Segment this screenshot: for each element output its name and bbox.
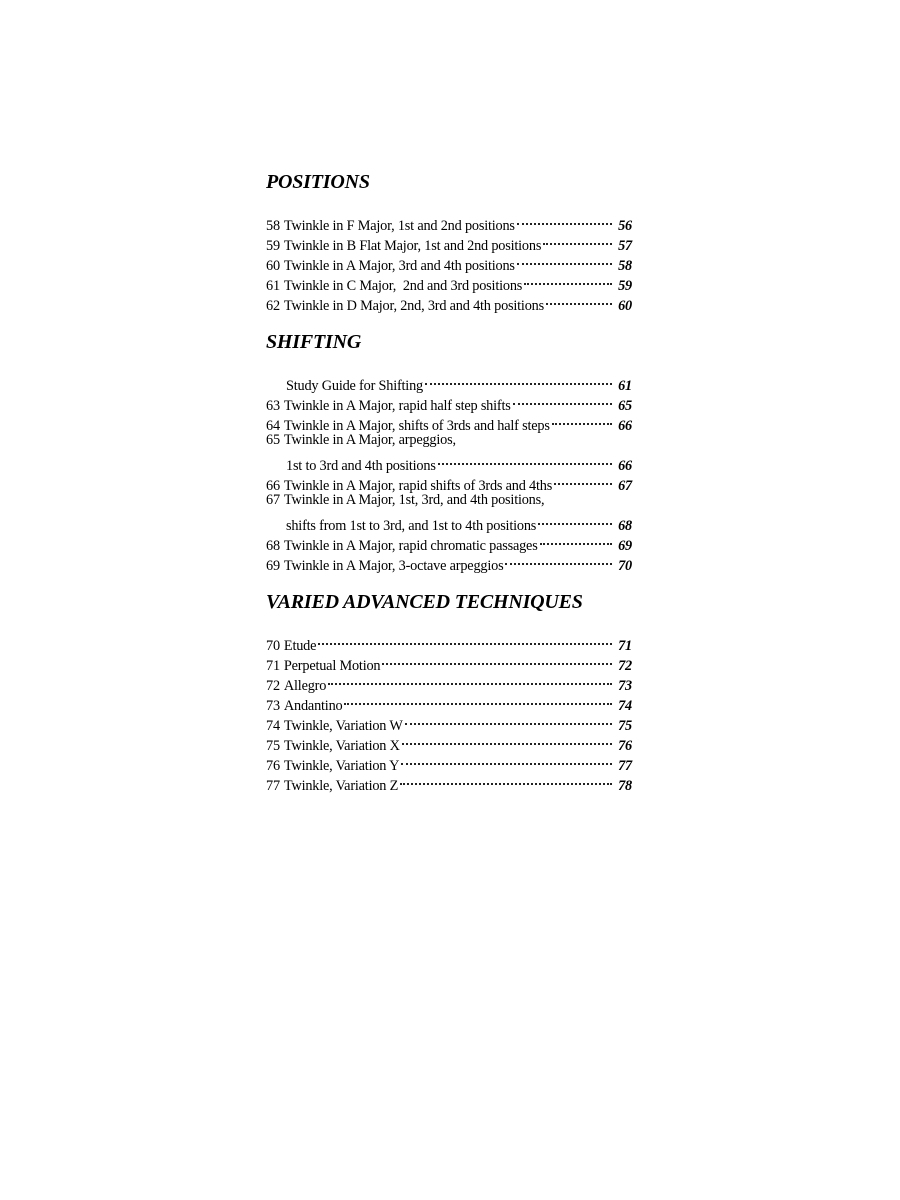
entry-title: Twinkle, Variation Z: [283, 778, 399, 794]
toc-entry: [266, 650, 632, 674]
section-title: VARIED ADVANCED TECHNIQUES: [266, 591, 583, 613]
entry-number: 62: [266, 298, 280, 314]
entry-title: Etude: [283, 638, 317, 654]
entry-title-continuation: 1st to 3rd and 4th positions: [286, 458, 436, 474]
toc-entry: [266, 430, 632, 450]
dot-leader: [344, 690, 612, 710]
entry-number: 58: [266, 218, 280, 234]
entry-title: Andantino: [283, 698, 343, 714]
dot-leader: [513, 390, 612, 410]
toc-entry: [266, 370, 632, 394]
entry-number: 66: [266, 478, 280, 494]
dot-leader: [524, 270, 612, 290]
entry-title: Twinkle, Variation X: [283, 738, 400, 754]
entry-number: 74: [266, 718, 280, 734]
dot-leader: [505, 550, 612, 570]
entry-number: 72: [266, 678, 280, 694]
page-number: 66: [618, 418, 632, 434]
entry-title: Perpetual Motion: [283, 658, 381, 674]
dot-leader: [552, 410, 612, 430]
table-of-contents: [266, 170, 632, 794]
entry-number: 76: [266, 758, 280, 774]
page-number: 70: [618, 558, 632, 574]
entry-number: 70: [266, 638, 280, 654]
page-number: 68: [618, 518, 632, 534]
entry-number: 67: [266, 492, 280, 508]
page-number: 74: [618, 698, 632, 714]
entry-title: Twinkle in A Major, 3rd and 4th positions: [283, 258, 515, 274]
entry-title-continuation: shifts from 1st to 3rd, and 1st to 4th positions: [286, 518, 537, 534]
entry-list: [266, 370, 632, 574]
page-number: 78: [618, 778, 632, 794]
page-number: 67: [618, 478, 632, 494]
entry-list: [266, 210, 632, 314]
dot-leader: [517, 210, 612, 230]
entry-number: 75: [266, 738, 280, 754]
toc-entry: [266, 490, 632, 510]
entry-title: Twinkle in B Flat Major, 1st and 2nd positions: [283, 238, 542, 254]
page-number: 65: [618, 398, 632, 414]
entry-title: Twinkle, Variation W: [283, 718, 403, 734]
page-number: 61: [618, 378, 632, 394]
entry-title: Twinkle in C Major, 2nd and 3rd positions: [283, 278, 523, 294]
entry-number: 63: [266, 398, 280, 414]
entry-number: 77: [266, 778, 280, 794]
dot-leader: [538, 510, 612, 530]
entry-number: 65: [266, 432, 280, 448]
page-number: 71: [618, 638, 632, 654]
section-varied-advanced-techniques: [266, 590, 632, 794]
section-positions: [266, 170, 632, 314]
entry-number: 73: [266, 698, 280, 714]
entry-title: Twinkle in A Major, arpeggios,: [283, 432, 456, 448]
entry-number: 69: [266, 558, 280, 574]
page-number: 57: [618, 238, 632, 254]
entry-number: 61: [266, 278, 280, 294]
dot-leader: [402, 730, 612, 750]
dot-leader: [328, 670, 612, 690]
dot-leader: [554, 470, 612, 490]
page-number: 75: [618, 718, 632, 734]
section-title: SHIFTING: [266, 331, 362, 353]
entry-title: Twinkle in A Major, rapid half step shifts: [283, 398, 511, 414]
section-shifting: [266, 330, 632, 574]
dot-leader: [425, 370, 612, 390]
entry-title: Twinkle in A Major, shifts of 3rds and half steps: [283, 418, 550, 434]
entry-title: Twinkle in D Major, 2nd, 3rd and 4th positions: [283, 298, 544, 314]
dot-leader: [401, 750, 612, 770]
entry-number: 68: [266, 538, 280, 554]
section-title: POSITIONS: [266, 171, 370, 193]
entry-number: 64: [266, 418, 280, 434]
page-number: 59: [618, 278, 632, 294]
toc-entry: [266, 630, 632, 654]
toc-entry: [266, 210, 632, 234]
entry-number: 60: [266, 258, 280, 274]
entry-number: 59: [266, 238, 280, 254]
dot-leader: [438, 450, 612, 470]
dot-leader: [540, 530, 612, 550]
page-number: 66: [618, 458, 632, 474]
page-number: 76: [618, 738, 632, 754]
dot-leader: [318, 630, 612, 650]
entry-list: [266, 630, 632, 794]
entry-title: Twinkle in F Major, 1st and 2nd positions: [283, 218, 515, 234]
entry-title: Twinkle in A Major, 1st, 3rd, and 4th positions,: [283, 492, 545, 508]
page-number: 72: [618, 658, 632, 674]
page-number: 77: [618, 758, 632, 774]
entry-number: 71: [266, 658, 280, 674]
dot-leader: [543, 230, 612, 250]
page-number: 60: [618, 298, 632, 314]
dot-leader: [400, 770, 612, 790]
dot-leader: [517, 250, 612, 270]
page-number: 73: [618, 678, 632, 694]
entry-title: Allegro: [283, 678, 327, 694]
entry-title: Twinkle in A Major, 3-octave arpeggios: [283, 558, 504, 574]
toc-entry-continuation: [266, 450, 632, 474]
entry-title: Twinkle in A Major, rapid chromatic passages: [283, 538, 538, 554]
toc-entry-continuation: [266, 510, 632, 534]
entry-title: Twinkle, Variation Y: [283, 758, 400, 774]
entry-title: Twinkle in A Major, rapid shifts of 3rds and 4ths: [283, 478, 553, 494]
entry-title: Study Guide for Shifting: [286, 378, 423, 394]
page-number: 56: [618, 218, 632, 234]
dot-leader: [382, 650, 612, 670]
page-number: 69: [618, 538, 632, 554]
page-number: 58: [618, 258, 632, 274]
dot-leader: [405, 710, 612, 730]
dot-leader: [546, 290, 612, 310]
